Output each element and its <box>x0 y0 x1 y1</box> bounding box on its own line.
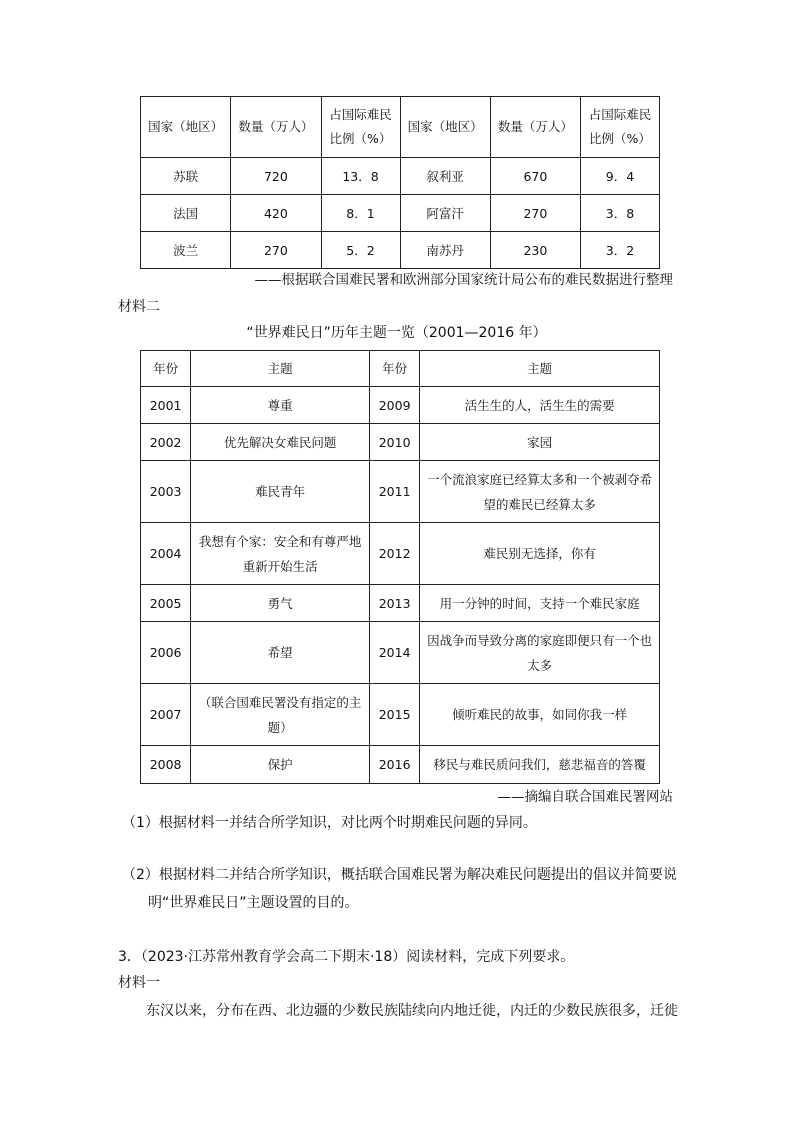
table-row <box>141 461 660 523</box>
table2-title: “世界难民日”历年主题一览（2001—2016 年） <box>246 325 547 341</box>
table-cell: 保护 <box>191 746 370 784</box>
table-header-row <box>141 351 660 387</box>
table2-source-note: ——摘编自联合国难民署网站 <box>497 789 673 805</box>
table-cell: 难民别无选择，你有 <box>420 523 660 585</box>
table-cell: 南苏丹 <box>400 232 490 269</box>
table-cell: 波兰 <box>141 232 231 269</box>
table-row <box>141 585 660 622</box>
question-2-line2: 明“世界难民日”主题设置的目的。 <box>148 895 359 911</box>
table-cell: 移民与难民质问我们，慈悲福音的答覆 <box>420 746 660 784</box>
header-cell: 主题 <box>420 351 660 387</box>
table-cell: 270 <box>231 232 321 269</box>
table-row <box>141 424 660 461</box>
table-cell: 希望 <box>191 622 370 684</box>
table-cell: （联合国难民署没有指定的主题） <box>191 684 370 746</box>
table-row <box>141 523 660 585</box>
table-row <box>141 622 660 684</box>
table-cell: 一个流浪家庭已经算太多和一个被剥夺希望的难民已经算太多 <box>420 461 660 523</box>
table-cell: 3．8 <box>581 195 660 232</box>
table-cell: 2004 <box>141 523 191 585</box>
table-cell: 我想有个家：安全和有尊严地重新开始生活 <box>191 523 370 585</box>
table-cell: 阿富汗 <box>400 195 490 232</box>
table-row <box>141 195 660 232</box>
refugee-statistics-table <box>140 96 660 269</box>
table-header-row <box>141 97 660 158</box>
table-cell: 2003 <box>141 461 191 523</box>
table-cell: 2007 <box>141 684 191 746</box>
table-cell: 2012 <box>370 523 420 585</box>
table-cell: 3．2 <box>581 232 660 269</box>
header-cell: 数量（万人） <box>490 97 580 158</box>
table-cell: 8．1 <box>321 195 400 232</box>
table-cell: 优先解决女难民问题 <box>191 424 370 461</box>
table-cell: 尊重 <box>191 387 370 424</box>
table-cell: 270 <box>490 195 580 232</box>
header-cell: 国家（地区） <box>141 97 231 158</box>
problem-3-text: 东汉以来，分布在西、北边疆的少数民族陆续向内地迁徙，内迁的少数民族很多，迁徙 <box>146 1003 678 1019</box>
table-cell: 13．8 <box>321 158 400 195</box>
table-cell: 2011 <box>370 461 420 523</box>
header-cell: 年份 <box>141 351 191 387</box>
header-cell: 主题 <box>191 351 370 387</box>
question-2-line1: （2）根据材料二并结合所学知识，概括联合国难民署为解决难民问题提出的倡议并简要说 <box>122 867 677 883</box>
table-cell: 2008 <box>141 746 191 784</box>
header-cell: 国家（地区） <box>400 97 490 158</box>
material2-label: 材料二 <box>118 299 160 315</box>
table-cell: 叙利亚 <box>400 158 490 195</box>
table-cell: 家园 <box>420 424 660 461</box>
table-row <box>141 158 660 195</box>
table-cell: 230 <box>490 232 580 269</box>
table-cell: 难民青年 <box>191 461 370 523</box>
header-cell: 数量（万人） <box>231 97 321 158</box>
table-cell: 苏联 <box>141 158 231 195</box>
table-cell: 倾听难民的故事，如同你我一样 <box>420 684 660 746</box>
table-row <box>141 387 660 424</box>
table-cell: 2001 <box>141 387 191 424</box>
table-cell: 法国 <box>141 195 231 232</box>
table-row <box>141 232 660 269</box>
table-cell: 2009 <box>370 387 420 424</box>
table-cell: 2015 <box>370 684 420 746</box>
table-cell: 420 <box>231 195 321 232</box>
question-1: （1）根据材料一并结合所学知识，对比两个时期难民问题的异同。 <box>122 815 537 831</box>
table-cell: 2010 <box>370 424 420 461</box>
table-cell: 2005 <box>141 585 191 622</box>
table-cell: 因战争而导致分离的家庭即便只有一个也太多 <box>420 622 660 684</box>
table-cell: 2016 <box>370 746 420 784</box>
table-cell: 5．2 <box>321 232 400 269</box>
header-cell: 占国际难民比例（%） <box>581 97 660 158</box>
table-cell: 670 <box>490 158 580 195</box>
problem-3-heading: 3．（2023·江苏常州教育学会高二下期末·18）阅读材料，完成下列要求。 <box>118 949 575 965</box>
header-cell: 年份 <box>370 351 420 387</box>
table-cell: 2014 <box>370 622 420 684</box>
table-cell: 9．4 <box>581 158 660 195</box>
table-row <box>141 746 660 784</box>
table1-source-note: ——根据联合国难民署和欧洲部分国家统计局公布的难民数据进行整理 <box>254 272 673 288</box>
table-cell: 2002 <box>141 424 191 461</box>
material1-label: 材料一 <box>118 975 160 991</box>
world-refugee-day-themes-table <box>140 350 660 784</box>
table-cell: 勇气 <box>191 585 370 622</box>
table-cell: 720 <box>231 158 321 195</box>
table-row <box>141 684 660 746</box>
table-cell: 用一分钟的时间，支持一个难民家庭 <box>420 585 660 622</box>
table-cell: 2006 <box>141 622 191 684</box>
table-cell: 活生生的人，活生生的需要 <box>420 387 660 424</box>
table-cell: 2013 <box>370 585 420 622</box>
header-cell: 占国际难民比例（%） <box>321 97 400 158</box>
